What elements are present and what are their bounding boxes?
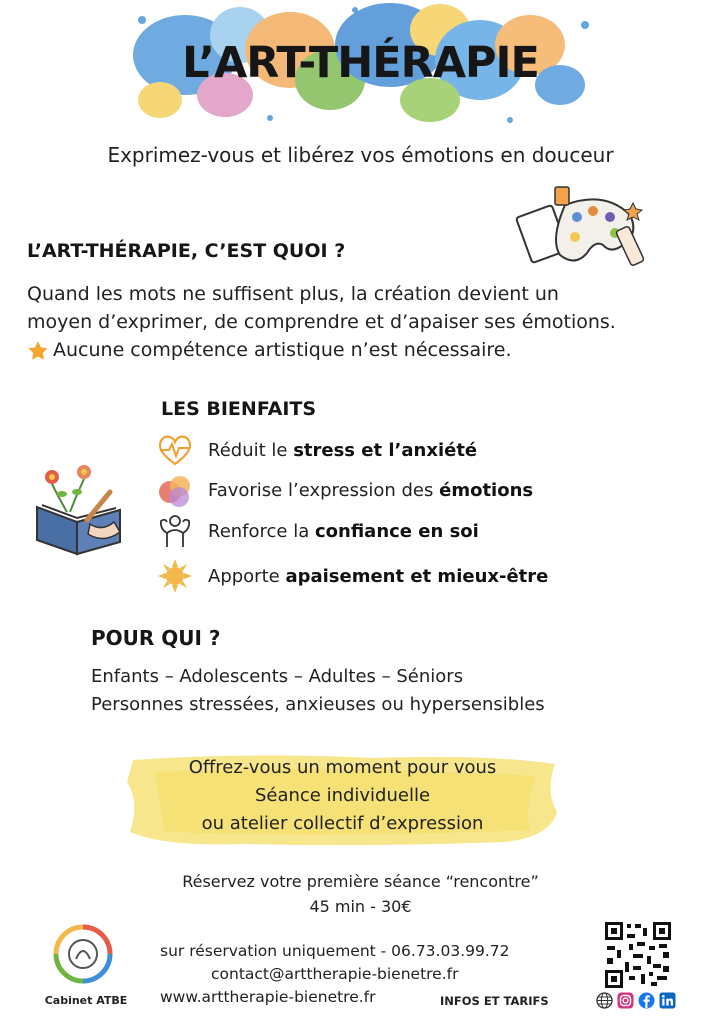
booking-price: 45 min - 30€ [309,897,412,916]
page-title: L’ART-THÉRAPIE [182,38,539,88]
qr-code-icon[interactable] [603,920,673,990]
instagram-icon[interactable] [617,992,634,1009]
section-heading-benefits: LES BIENFAITS [161,398,317,420]
audience-text-line: Personnes stressées, anxieuses ou hypersensibles [91,694,545,715]
page-subtitle: Exprimez-vous et libérez vos émotions en douceur [107,143,614,167]
contact-email-link[interactable]: contact@arttherapie-bienetre.fr [211,965,459,983]
star-icon [27,340,49,362]
facebook-icon[interactable] [638,992,655,1009]
cabinet-logo-icon [52,923,114,985]
benefit-item [155,470,533,510]
book-flowers-illustration [32,462,128,558]
infos-tarifs-label: INFOS ET TARIFS [440,994,549,1008]
logo-caption: Cabinet ATBE [44,994,128,1007]
benefit-item [155,556,548,596]
sun-icon [155,556,195,596]
linkedin-icon[interactable] [659,992,676,1009]
offer-text-line: Séance individuelle [254,785,431,806]
offer-text-line: Offrez-vous un moment pour vous [188,757,497,778]
color-circles-icon [155,470,195,510]
heart-pulse-icon [155,430,195,470]
benefit-item [155,511,479,551]
intro-text-line: moyen d’exprimer, de comprendre et d’apaiser ses émotions. [27,311,616,333]
benefit-text: Renforce la confiance en soi [208,520,479,542]
strength-person-icon [155,511,195,551]
benefit-text: Favorise l’expression des émotions [208,479,534,501]
offer-text-line: ou atelier collectif d’expression [201,813,484,834]
benefit-text: Apporte apaisement et mieux-être [208,565,549,587]
reservation-phone[interactable]: sur réservation uniquement - 06.73.03.99.72 [160,942,510,960]
intro-text-line: Quand les mots ne suffisent plus, la création devient un [27,283,559,305]
art-palette-illustration [515,185,650,275]
section-heading-what-is: L’ART-THÉRAPIE, C’EST QUOI ? [27,240,346,262]
audience-text-line: Enfants – Adolescents – Adultes – Séniors [91,666,464,687]
globe-icon[interactable] [596,992,613,1009]
intro-text-line: Aucune compétence artistique n’est nécessaire. [53,339,512,361]
section-heading-audience: POUR QUI ? [91,626,221,650]
benefit-item [155,430,477,470]
website-link[interactable]: www.arttherapie-bienetre.fr [160,988,376,1006]
benefit-text: Réduit le stress et l’anxiété [208,439,478,461]
booking-text: Réservez votre première séance “rencontre” [182,872,539,891]
